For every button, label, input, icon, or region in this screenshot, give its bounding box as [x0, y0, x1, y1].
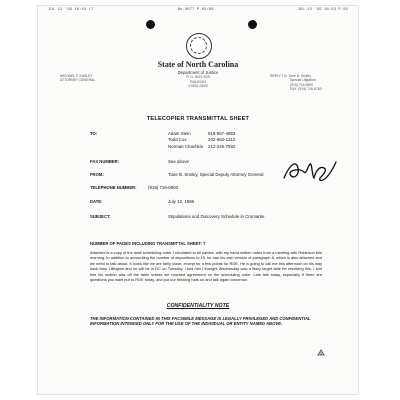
from-label: FROM: — [90, 172, 104, 177]
fax-number-value: See above — [168, 159, 189, 164]
date-value: July 12, 1999 — [168, 199, 195, 204]
reply-to-line-2: Special Litigation — [290, 78, 316, 83]
fax-header-left: JUL 12 '99 16:51 LT — [48, 8, 94, 12]
recipient-name: Adam Stein — [168, 131, 191, 136]
reply-to-block — [270, 74, 321, 92]
fax-page — [38, 6, 358, 394]
from-value: Tiare B. Smiley, Special Deputy Attorney General — [168, 172, 264, 177]
attorney-general-title: ATTORNEY GENERAL — [60, 78, 96, 83]
subject-label: SUBJECT: — [90, 214, 111, 219]
attorney-general-name: MICHAEL F. EASLEY — [60, 74, 93, 78]
telephone-label: TELEPHONE NUMBER: — [90, 185, 137, 190]
attorney-general-block — [60, 74, 95, 83]
punch-hole-right — [248, 20, 257, 29]
document-title: TELECOPIER TRANSMITTAL SHEET — [146, 116, 250, 122]
reply-to-line-4: FAX: (919) 716-6763 — [290, 87, 322, 92]
page-count-line — [90, 241, 205, 246]
page-count-label: NUMBER OF PAGES INCLUDING TRANSMITTAL SHEET: — [90, 241, 202, 246]
handwritten-signature — [280, 156, 340, 186]
confidentiality-title: CONFIDENTIALITY NOTE — [166, 303, 230, 309]
to-label: TO: — [90, 131, 98, 136]
recipient-number: 202-682-1312 — [208, 137, 236, 143]
letterhead-department: Department of Justice — [177, 70, 219, 75]
letterhead-state: State of North Carolina — [157, 60, 239, 69]
recipient-number: 919-967-4953 — [208, 131, 236, 136]
subject-value: Stipulations and Discovery Schedule in Cromartie — [168, 214, 265, 219]
recipient-name: Todd Cox — [168, 137, 187, 143]
letterhead — [148, 60, 248, 89]
recipient-list — [168, 131, 235, 150]
date-label: DATE: — [90, 199, 103, 204]
fax-number-label: FAX NUMBER: — [90, 159, 120, 164]
fax-header-mid: No.0077 P.02/09 — [177, 8, 214, 12]
message-body: Attached is a copy of the draft scheduling order I circulated to all parties, with my hand-written notes from a meeting with Robinson this morning. In addition to accounting the number of depositions to 15, he has his own version of paragraph 8, which is also attached and we need to talk about. It looks like we are fairly close, except for a few points for ROE. He is going to call me this afternoon on his way back from Lillington and he will be in DC on Tuesday. I told him I thought Wednesday was a likely target date for resolving this. I told him his motion was off the table unless we reached agreement on the scheduling order. Lets talk today, especially if there are questions you want put to ROE today, and put our thinking hats on and talk again tomorrow. — [90, 250, 322, 283]
recipient-row — [168, 144, 235, 150]
recycle-icon — [316, 349, 326, 359]
confidentiality-text: THE INFORMATION CONTAINED IN THIS FACSIMILE MESSAGE IS LEGALLY PRIVILEGED AND CONFIDENTIAL INFORMATION INTENDED ONLY FOR THE USE OF THE INDIVIDUAL OR ENTITY NAMED ABOVE. — [90, 316, 311, 327]
letterhead-address-3: 27602-0629 — [188, 84, 208, 89]
telephone-value: (919) 716-6900 — [148, 185, 179, 190]
letterhead-address-1: P. O. BOX 629 — [186, 75, 210, 79]
reply-to-line-1: REPLY TO: Tiare B. Smiley — [270, 74, 312, 78]
recipient-name: Norman Chachkin — [168, 143, 204, 149]
reply-to-line-3: (919) 716-6900 — [290, 82, 314, 87]
fax-header-right: JUL 12 '99 16:53 P.02 — [297, 8, 348, 12]
page-count-value: 7 — [203, 241, 206, 246]
letterhead-address-2: RALEIGH — [190, 79, 206, 84]
state-seal-icon — [186, 33, 212, 59]
fax-transmission-header — [48, 8, 348, 12]
punch-hole-left — [146, 20, 155, 29]
recipient-number: 212-226-7592 — [208, 143, 236, 149]
